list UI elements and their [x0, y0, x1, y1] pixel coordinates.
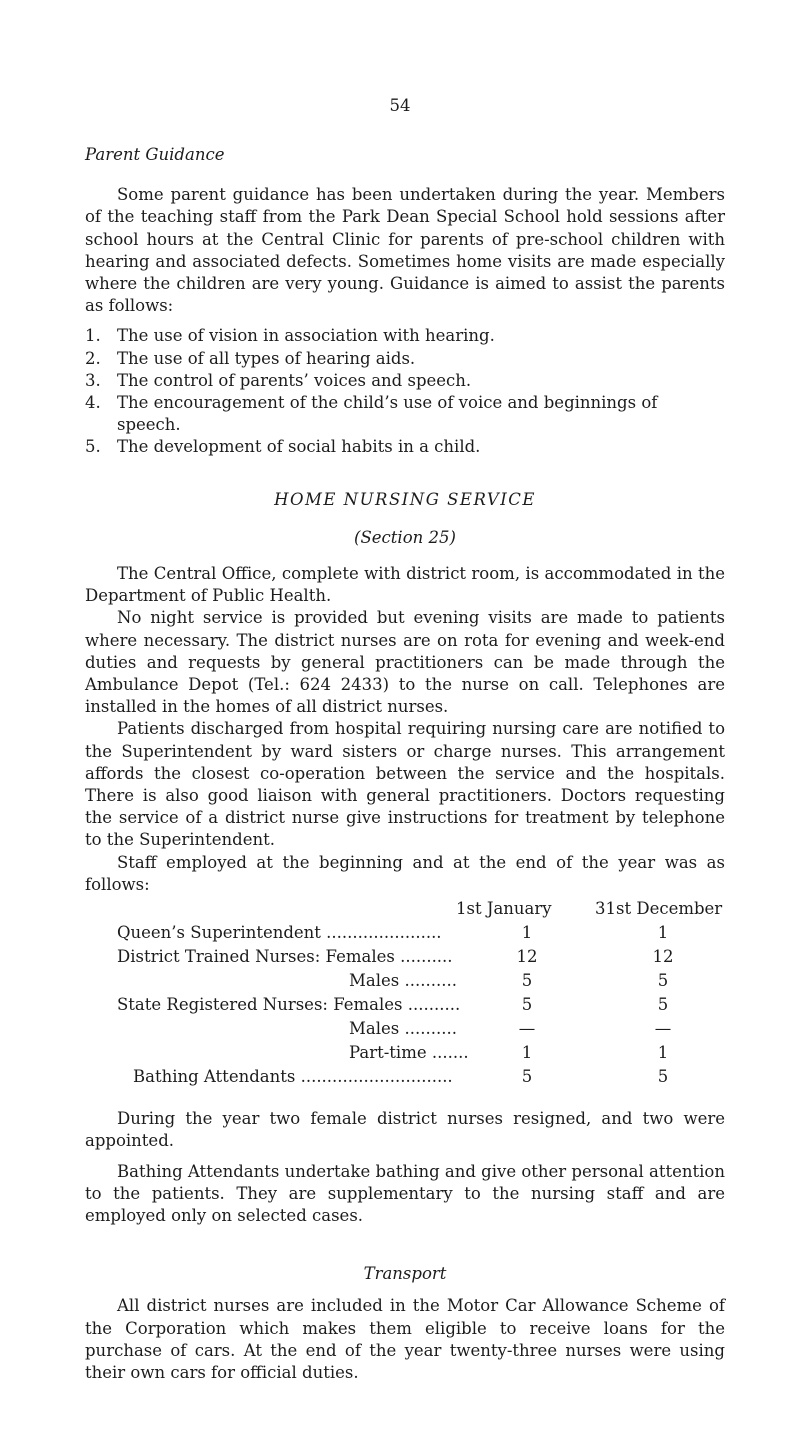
paragraph: No night service is provided but evening visits are made to patients where necessary. The district nurses are on rota for evening and week-end duties and requests by general practitioners can be made through the Ambulance Depot (Tel.: 624 2433) to the nurse on call. Telephones are installed in the homes of all district nurses.: [85, 608, 725, 717]
paragraph: Staff employed at the beginning and at the end of the year was as follows:: [85, 852, 725, 894]
col-header-jan: 1st January: [456, 899, 552, 919]
transport-heading: Transport: [363, 1264, 447, 1284]
parent-guidance-intro: Some parent guidance has been undertaken during the year. Members of the teaching staff from the Park Dean Special School hold sessions after school hours at the Central Clinic for parents of pre-school children with hearing and associated defects. Sometimes home visits are made especially where the children are very young. Guidance is aimed to assist the parents as follows:: [85, 185, 725, 316]
list-item: 5. The development of social habits in a child.: [85, 437, 481, 457]
list-item: 1. The use of vision in association with hearing.: [85, 326, 495, 346]
guidance-list: [85, 325, 725, 458]
list-item: 4. The encouragement of the child’s use of voice and beginnings of speech.: [85, 393, 658, 435]
table-row: State Registered Nurses: Females .......... 5 5: [117, 995, 669, 1015]
page-content: [85, 144, 725, 1384]
staff-table: [85, 898, 725, 1108]
home-nursing-title: HOME NURSING SERVICE: [274, 489, 536, 509]
table-row: District Trained Nurses: Females .......... 12 12: [117, 947, 674, 967]
transport-paragraph: All district nurses are included in the Motor Car Allowance Scheme of the Corporation which makes them eligible to receive loans for the purchase of cars. At the end of the year twenty-three nurses were using their own cars for official duties.: [85, 1296, 725, 1382]
paragraph: The Central Office, complete with district room, is accommodated in the Department of Public Health.: [85, 564, 725, 606]
table-row: Queen’s Superintendent ...................... 1 1: [117, 923, 669, 943]
table-header: [85, 898, 725, 920]
page-number: 54: [389, 96, 411, 115]
home-nursing-subtitle: (Section 25): [354, 527, 456, 547]
list-item: 2. The use of all types of hearing aids.: [85, 348, 416, 368]
table-row: Males .......... — —: [349, 1019, 672, 1039]
col-header-dec: 31st December: [595, 899, 723, 919]
paragraph: During the year two female district nurses resigned, and two were appointed.: [85, 1109, 725, 1151]
paragraph: Patients discharged from hospital requiring nursing care are notified to the Superintendent by ward sisters or charge nurses. This arrangement affords the closest co-operation between the service and the hospitals. There is also good liaison with general practitioners. Doctors requesting the service of a district nurse give instructions for treatment by telephone to the Superintendent.: [85, 719, 725, 850]
paragraph: Bathing Attendants undertake bathing and give other personal attention to the patients. They are supplementary to the nursing staff and are employed only on selected cases.: [85, 1161, 725, 1225]
parent-guidance-heading: Parent Guidance: [85, 145, 225, 164]
table-row: Part-time ....... 1 1: [349, 1043, 669, 1063]
table-row: Males .......... 5 5: [349, 971, 669, 991]
list-item: 3. The control of parents’ voices and speech.: [85, 370, 472, 390]
table-row: Bathing Attendants ............................. 5 5: [133, 1067, 669, 1087]
